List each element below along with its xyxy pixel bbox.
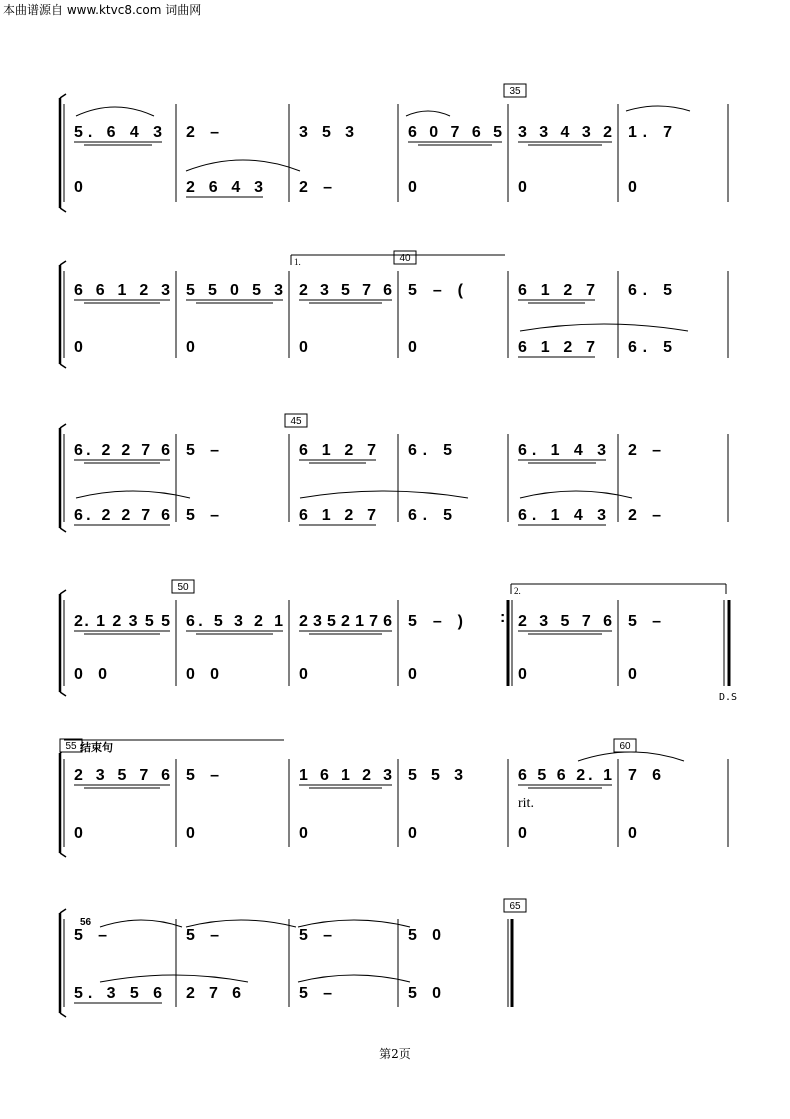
lower-part-measure: 0 [74,339,83,356]
system-bracket-cap [60,909,66,913]
upper-part-measure: 5 – ) [408,613,463,630]
dal-segno-mark: D.S [718,692,738,703]
slur [626,106,690,111]
slur [186,160,300,171]
lower-part-measure: 0 0 [74,666,107,683]
slur [100,975,248,982]
repeat-dots: : [500,609,506,626]
upper-part-measure: 5 – ( [408,282,463,299]
lower-part-measure: 0 [628,666,637,683]
upper-part-measure: 6. 5 [628,282,672,299]
lower-part-measure: 0 [186,825,195,842]
upper-part-measure: 2 3 5 7 6 [299,282,392,299]
tempo-mark: rit. [518,796,534,811]
upper-part-measure: 5 – [186,442,219,459]
lower-part-measure: 6. 1 4 3 [518,507,606,524]
lower-part-measure: 0 [628,825,637,842]
upper-part-measure: 6 5 6 2. 1 [518,767,612,784]
lower-part-measure: 6. 2 2 7 6 [74,507,170,524]
measure-number: 40 [399,253,411,264]
system-bracket-cap [60,590,66,594]
system-bracket-cap [60,692,66,696]
lower-part-measure: 0 [628,179,637,196]
lower-part-measure: 0 [518,825,527,842]
slur [76,491,190,498]
lower-part-measure: 0 [408,339,417,356]
upper-part-measure: 5. 6 4 3 [74,124,162,141]
upper-part-measure: 6. 1 4 3 [518,442,606,459]
upper-part-measure: 6 1 2 7 [518,282,595,299]
system-bracket-cap [60,853,66,857]
lower-part-measure: 0 [299,825,308,842]
upper-part-measure: 2. 1 2 3 5 5 [74,613,170,630]
upper-part-measure: 1. 7 [628,124,672,141]
measure-number: 55 [65,741,77,752]
upper-part-measure: 6 0 7 6 5 [408,124,502,141]
measure-number: 45 [290,416,302,427]
upper-part-measure: 6. 5 [408,442,452,459]
slur [298,920,410,927]
slur [520,491,632,498]
upper-part-measure: 6. 5 3 2 1 [186,613,283,630]
upper-part-measure: 5 – [299,927,332,944]
lower-part-measure: 0 [518,179,527,196]
lower-part-measure: 2 7 6 [186,985,241,1002]
system-bracket-cap [60,424,66,428]
lower-part-measure: 0 [408,825,417,842]
lower-part-measure: 0 [74,825,83,842]
lower-part-measure: 5 – [186,507,219,524]
lower-part-measure: 0 [408,666,417,683]
measure-number: 50 [177,582,189,593]
measure-number: 65 [509,901,521,912]
lower-part-measure: 0 [186,339,195,356]
upper-part-measure: 5 – [74,927,107,944]
lower-part-measure: 2 – [628,507,661,524]
upper-part-measure: 7 6 [628,767,661,784]
volta-label: 1. [294,257,301,267]
upper-part-measure: 1 6 1 2 3 [299,767,392,784]
lower-part-measure: 6. 5 [628,339,672,356]
lower-part-measure: 0 [518,666,527,683]
upper-part-measure: 5 – [628,613,661,630]
slur [300,491,468,498]
lower-part-measure: 0 0 [186,666,219,683]
upper-part-measure: 2 3 5 2 1 7 6 [299,613,392,630]
volta-label: 2. [514,586,521,596]
site-header: 本曲谱源自 www.ktvc8.com 词曲网 [3,3,202,17]
lower-part-measure: 0 [408,179,417,196]
lower-part-measure: 0 [299,339,308,356]
upper-part-measure: 2 – [628,442,661,459]
slur [76,107,154,116]
upper-part-measure: 5 5 0 5 3 [186,282,283,299]
grace-notes: 56 [80,917,92,928]
upper-part-measure: 3 3 4 3 2 [518,124,612,141]
upper-part-measure: 6 1 2 7 [299,442,376,459]
system-bracket-cap [60,208,66,212]
slur [406,111,450,116]
upper-part-measure: 6. 2 2 7 6 [74,442,170,459]
slur [520,324,688,331]
system-bracket-cap [60,364,66,368]
lower-part-measure: 5 0 [408,985,441,1002]
measure-number: 35 [509,86,521,97]
upper-part-measure: 5 0 [408,927,441,944]
system-bracket-cap [60,528,66,532]
system-bracket-cap [60,94,66,98]
upper-part-measure: 5 – [186,927,219,944]
section-label: 结束句 [80,741,113,754]
lower-part-measure: 6 1 2 7 [299,507,376,524]
lower-part-measure: 6. 5 [408,507,452,524]
slur [100,920,182,927]
slur [298,975,410,982]
system-bracket-cap [60,261,66,265]
lower-part-measure: 2 6 4 3 [186,179,263,196]
upper-part-measure: 5 – [186,767,219,784]
lower-part-measure: 0 [74,179,83,196]
slur [578,752,684,761]
upper-part-measure: 5 5 3 [408,767,463,784]
upper-part-measure: 2 3 5 7 6 [518,613,612,630]
lower-part-measure: 6 1 2 7 [518,339,595,356]
lower-part-measure: 0 [299,666,308,683]
upper-part-measure: 2 3 5 7 6 [74,767,170,784]
measure-number: 60 [619,741,631,752]
upper-part-measure: 3 5 3 [299,124,354,141]
lower-part-measure: 2 – [299,179,332,196]
lower-part-measure: 5. 3 5 6 [74,985,162,1002]
upper-part-measure: 6 6 1 2 3 [74,282,170,299]
page-number: 第2页 [379,1047,411,1061]
slur [186,920,296,927]
lower-part-measure: 5 – [299,985,332,1002]
system-bracket-cap [60,1013,66,1017]
upper-part-measure: 2 – [186,124,219,141]
